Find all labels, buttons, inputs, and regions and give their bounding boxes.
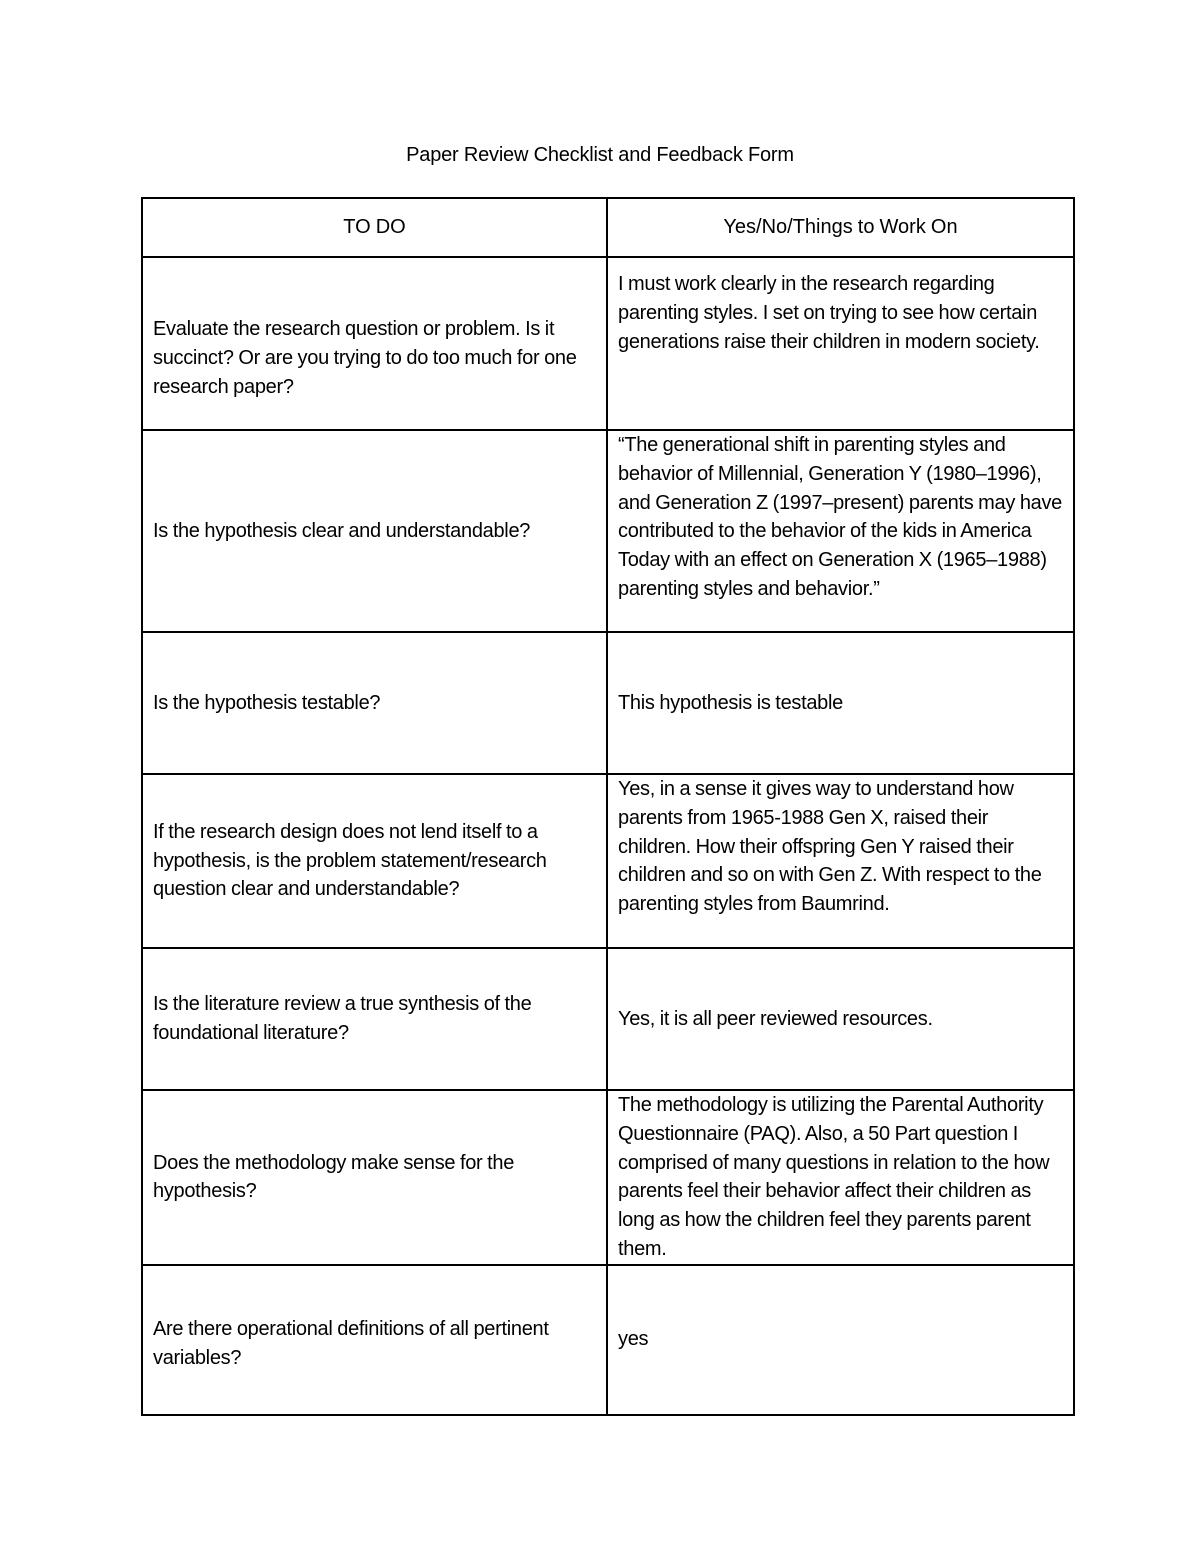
row-answer: This hypothesis is testable [607,632,1074,774]
table-row [142,948,1074,1090]
table-header-row [142,198,1074,257]
row-question: Are there operational definitions of all pertinent variables? [142,1265,607,1415]
table-row [142,1090,1074,1265]
row-answer: “The generational shift in parenting styles and behavior of Millennial, Generation Y (1980–1996), and Generation Z (1997–present) parents may have contributed to the behavior of the kids in America Today with an effect on Generation X (1965–1988) parenting styles and behavior.” [607,430,1074,632]
row-question: Does the methodology make sense for the hypothesis? [142,1090,607,1265]
review-checklist-table [141,197,1075,1416]
row-answer: Yes, it is all peer reviewed resources. [607,948,1074,1090]
row-answer: I must work clearly in the research regarding parenting styles. I set on trying to see how certain generations raise their children in modern society. [607,257,1074,430]
row-answer: The methodology is utilizing the Parental Authority Questionnaire (PAQ). Also, a 50 Part question I comprised of many questions in relation to the how parents feel their behavior affect their children as long as how the children feel they parents parent them. [607,1090,1074,1265]
table-row [142,257,1074,430]
header-feedback: Yes/No/Things to Work On [607,198,1074,257]
row-question: Is the hypothesis testable? [142,632,607,774]
row-question: Is the hypothesis clear and understandable? [142,430,607,632]
row-question: If the research design does not lend itself to a hypothesis, is the problem statement/research question clear and understandable? [142,774,607,948]
row-answer: yes [607,1265,1074,1415]
table-row [142,430,1074,632]
table-row [142,1265,1074,1415]
row-question: Evaluate the research question or problem. Is it succinct? Or are you trying to do too much for one research paper? [142,257,607,430]
table-row [142,632,1074,774]
page-title: Paper Review Checklist and Feedback Form [406,144,794,166]
header-todo: TO DO [142,198,607,257]
table-row [142,774,1074,948]
row-question: Is the literature review a true synthesis of the foundational literature? [142,948,607,1090]
row-answer: Yes, in a sense it gives way to understand how parents from 1965-1988 Gen X, raised their children. How their offspring Gen Y raised their children and so on with Gen Z. With respect to the parenting styles from Baumrind. [607,774,1074,948]
